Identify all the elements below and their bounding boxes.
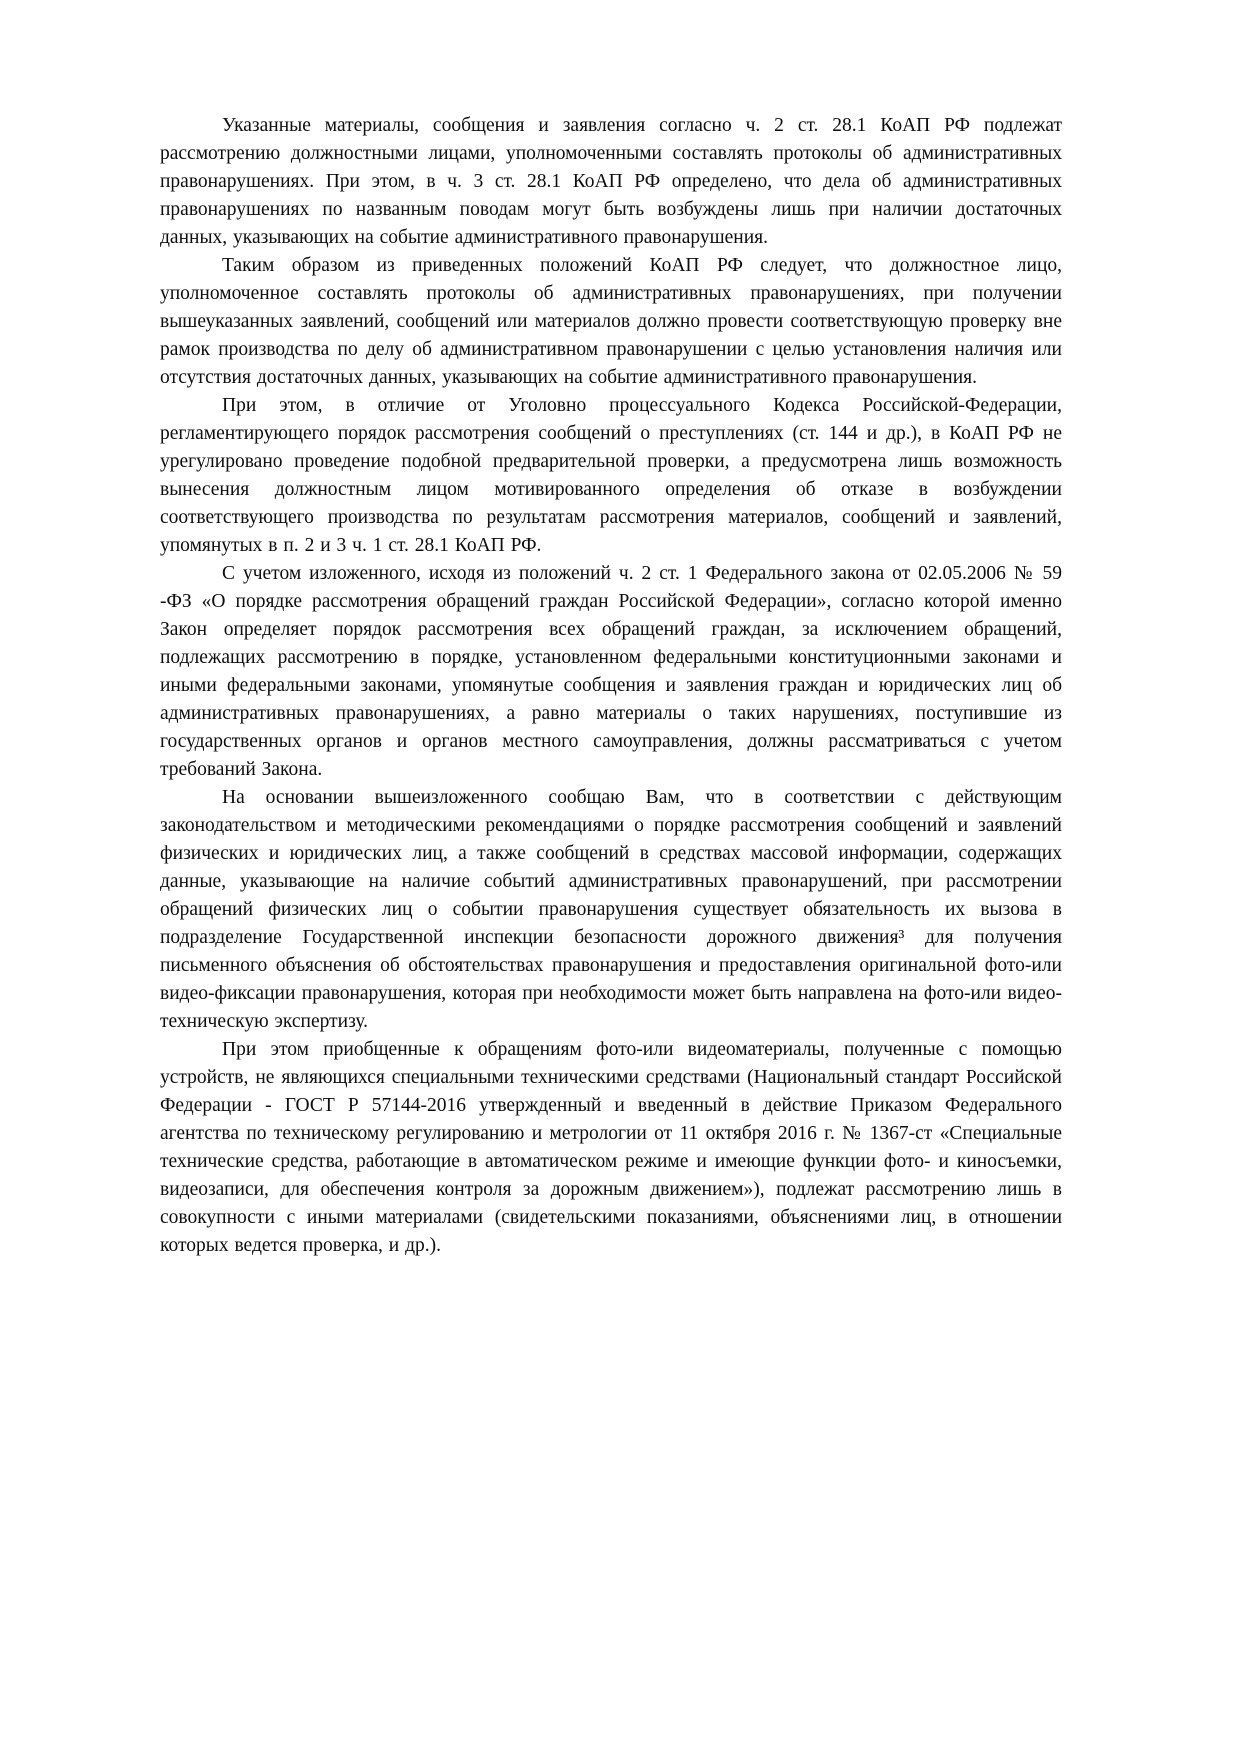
document-text-block	[160, 112, 1062, 1260]
paragraph-official-duty-check: Таким образом из приведенных положений КоАП РФ следует, что должностное лицо, уполномоченное составлять протоколы об административных правонарушениях, при получении вышеуказанных заявлений, сообщений или материалов должно провести соответствующую проверку вне рамок производства по делу об административном правонарушении с целью установления наличия или отсутствия достаточных данных, указывающих на событие административного правонарушения.	[160, 255, 1062, 388]
paragraph-koap-vs-upk: При этом, в отличие от Уголовно процессуального Кодекса Российской-Федерации, регламентирующего порядок рассмотрения сообщений о преступлениях (ст. 144 и др.), в КоАП РФ не урегулировано проведение подобной предварительной проверки, а предусмотрена лишь возможность вынесения должностным лицом мотивированного определения об отказе в возбуждении соответствующего производства по результатам рассмотрения материалов, сообщений и заявлений, упомянутых в п. 2 и 3 ч. 1 ст. 28.1 КоАП РФ.	[160, 395, 1062, 556]
paragraph-gost-photo-video: При этом приобщенные к обращениям фото-или видеоматериалы, полученные с помощью устройств, не являющихся специальными техническими средствами (Национальный стандарт Российской Федерации - ГОСТ Р 57144-2016 утвержденный и введенный в действие Приказом Федерального агентства по техническому регулированию и метрологии от 11 октября 2016 г. № 1367-ст «Специальные технические средства, работающие в автоматическом режиме и имеющие функции фото- и киносъемки, видеозаписи, для обеспечения контроля за дорожным движением»), подлежат рассмотрению лишь в совокупности с иными материалами (свидетельскими показаниями, объяснениями лиц, в отношении которых ведется проверка, и др.).	[160, 1039, 1062, 1256]
paragraph-gibdd-summons: На основании вышеизложенного сообщаю Вам, что в соответствии с действующим законодательством и методическими рекомендациями о порядке рассмотрения сообщений и заявлений физических и юридических лиц, а также сообщений в средствах массовой информации, содержащих данные, указывающие на наличие событий административных правонарушений, при рассмотрении обращений физических лиц о событии правонарушения существует обязательность их вызова в подразделение Государственной инспекции безопасности дорожного движения³ для получения письменного объяснения об обстоятельствах правонарушения и предоставления оригинальной фото-или видео-фиксации правонарушения, которая при необходимости может быть направлена на фото-или видео-техническую экспертизу.	[160, 787, 1062, 1032]
paragraph-federal-law-59fz: С учетом изложенного, исходя из положений ч. 2 ст. 1 Федерального закона от 02.05.2006 № 59 -ФЗ «О порядке рассмотрения обращений граждан Российской Федерации», согласно которой именно Закон определяет порядок рассмотрения всех обращений граждан, за исключением обращений, подлежащих рассмотрению в порядке, установленном федеральными конституционными законами и иными федеральными законами, упомянутые сообщения и заявления граждан и юридических лиц об административных правонарушениях, а равно материалы о таких нарушениях, поступившие из государственных органов и органов местного самоуправления, должны рассматриваться с учетом требований Закона.	[160, 563, 1062, 780]
paragraph-materials-review: Указанные материалы, сообщения и заявления согласно ч. 2 ст. 28.1 КоАП РФ подлежат рассмотрению должностными лицами, уполномоченными составлять протоколы об административных правонарушениях. При этом, в ч. 3 ст. 28.1 КоАП РФ определено, что дела об административных правонарушениях по названным поводам могут быть возбуждены лишь при наличии достаточных данных, указывающих на событие административного правонарушения.	[160, 115, 1062, 248]
